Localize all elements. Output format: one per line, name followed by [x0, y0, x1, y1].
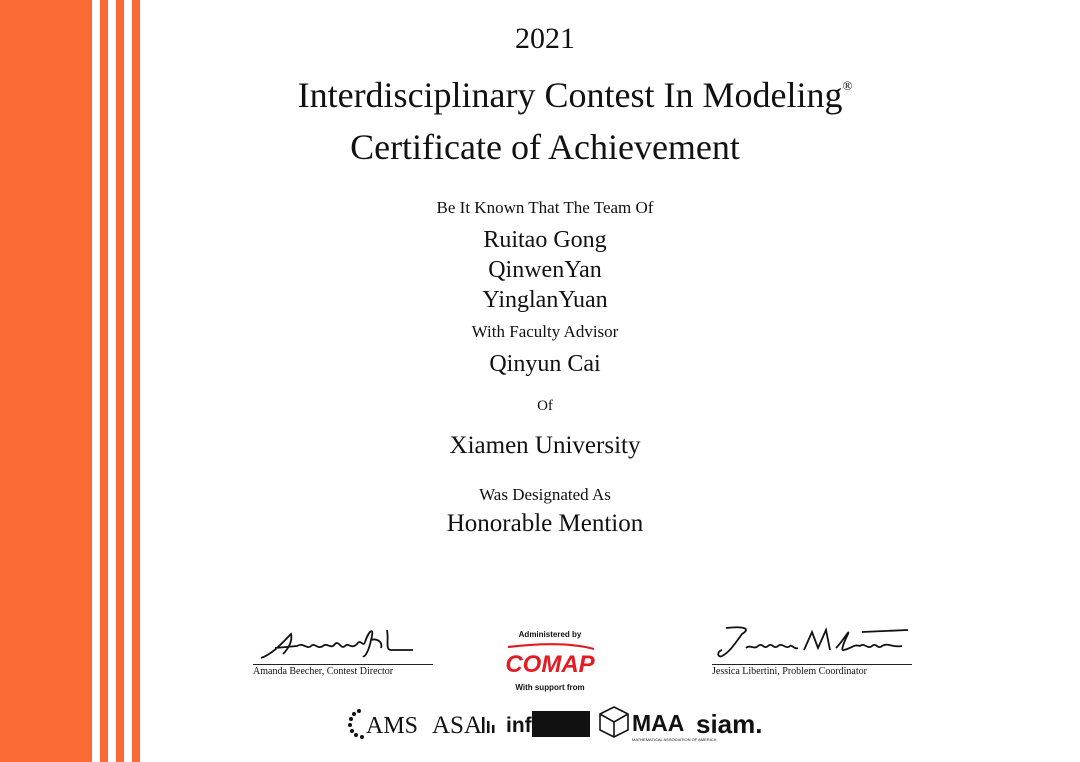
signature-block-director — [253, 620, 433, 677]
sponsor-logos — [340, 703, 790, 745]
comap-logo-text: COMAP — [505, 651, 595, 678]
maa-logo — [598, 705, 717, 748]
signature-line — [712, 664, 912, 665]
team-member: YinglanYuan — [482, 287, 608, 313]
award-title: Honorable Mention — [446, 510, 644, 537]
advisor-label: With Faculty Advisor — [471, 322, 619, 341]
stripe-thin — [116, 0, 124, 762]
contest-name: Interdisciplinary Contest In Modeling — [297, 75, 843, 115]
advisor-name: Qinyun Cai — [489, 351, 601, 377]
signature-coordinator — [712, 620, 912, 664]
asa-text: ASA — [432, 712, 483, 739]
stripe-wide — [0, 0, 92, 762]
certificate-title: Certificate of Achievement — [350, 127, 740, 167]
ams-text: AMS — [366, 713, 419, 739]
team-member: QinwenYan — [488, 257, 602, 283]
of-label: Of — [537, 398, 553, 414]
stripe-thin — [100, 0, 108, 762]
stripe-thin — [132, 0, 140, 762]
maa-text: MAA — [632, 710, 685, 736]
comap-logo — [502, 641, 598, 681]
coordinator-caption: Jessica Libertini, Problem Coordinator — [712, 666, 867, 677]
siam-text: siam. — [696, 709, 763, 739]
signature-line — [253, 664, 433, 665]
director-caption: Amanda Beecher, Contest Director — [253, 666, 394, 677]
signature-director — [253, 620, 433, 664]
maa-subtitle: MATHEMATICAL ASSOCIATION OF AMERICA — [632, 737, 717, 742]
asa-logo — [432, 705, 498, 746]
decorative-stripes — [0, 0, 160, 762]
designation-label: Was Designated As — [479, 485, 611, 504]
siam-logo — [696, 707, 782, 744]
administered-by-label: Administered by — [518, 630, 582, 639]
informs-text: informs — [506, 714, 584, 737]
registered-mark: ® — [842, 78, 853, 93]
signature-block-coordinator — [712, 620, 912, 677]
certificate-year: 2021 — [515, 22, 575, 55]
institution-name: Xiamen University — [449, 432, 641, 459]
ams-logo — [346, 705, 426, 746]
administration-block — [500, 630, 600, 692]
contest-title — [195, 74, 955, 116]
support-label: With support from — [515, 683, 585, 692]
informs-logo — [504, 707, 594, 744]
intro-text: Be It Known That The Team Of — [436, 198, 654, 217]
team-member: Ruitao Gong — [483, 227, 607, 253]
